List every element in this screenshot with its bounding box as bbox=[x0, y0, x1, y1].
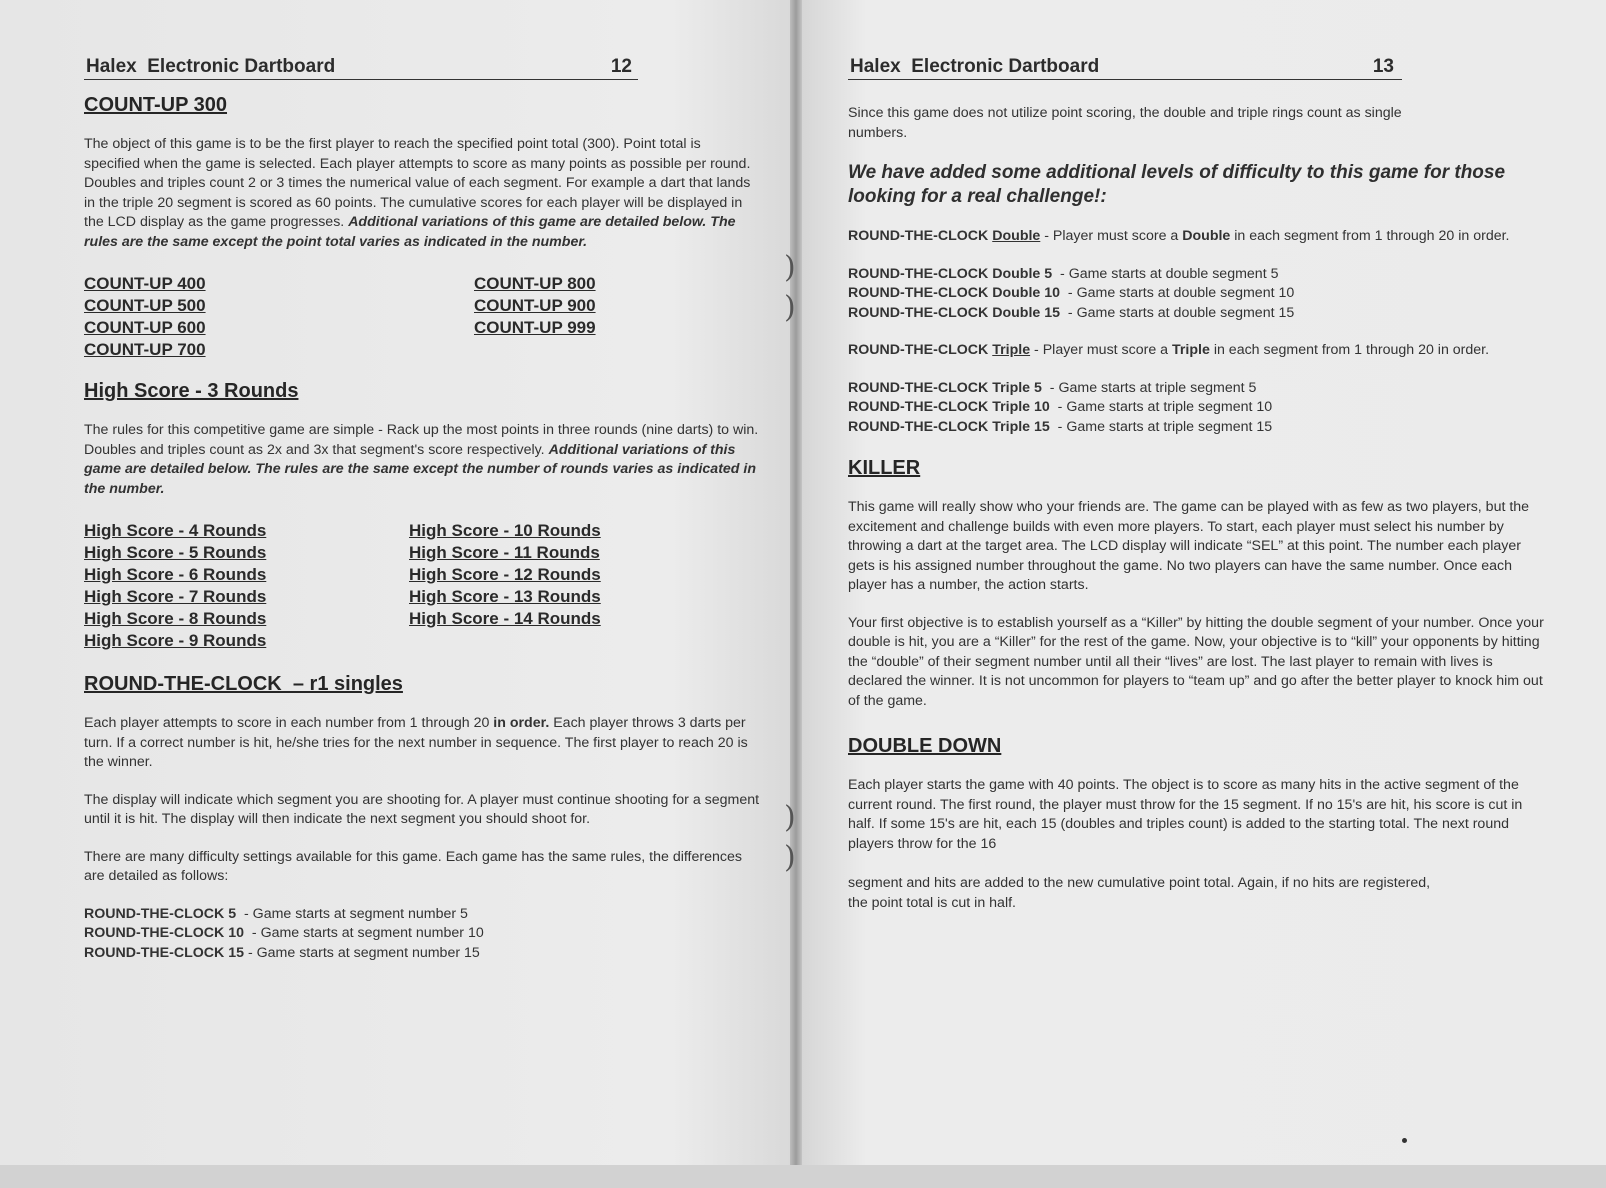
variant-link[interactable]: COUNT-UP 700 bbox=[84, 340, 206, 359]
rtc-triple-description bbox=[848, 341, 1548, 361]
running-header bbox=[84, 56, 638, 80]
variant-link[interactable]: High Score - 11 Rounds bbox=[409, 543, 600, 562]
variant-link[interactable]: High Score - 10 Rounds bbox=[409, 521, 601, 540]
high-score-emphasis: Additional variations of this game are detailed below. The rules are the same except the number of rounds varies as indicated in the number. bbox=[84, 441, 757, 497]
rtc-setting-row bbox=[84, 905, 760, 925]
rtc-text-a: Each player attempts to score in each number from 1 through 20 bbox=[84, 715, 494, 731]
rtc-setting-name: ROUND-THE-CLOCK 15 bbox=[84, 944, 245, 961]
rtc-setting-name: ROUND-THE-CLOCK 10 bbox=[84, 925, 245, 941]
staple-mark: ) bbox=[784, 290, 796, 325]
rtc-setting-row bbox=[84, 944, 760, 964]
rtc-setting-desc: - Game starts at segment number 5 bbox=[236, 905, 468, 922]
rtc-double-word: Double bbox=[992, 228, 1041, 244]
round-the-clock-para1 bbox=[84, 714, 760, 773]
count-up-variants bbox=[84, 274, 760, 360]
variant-link[interactable]: High Score - 5 Rounds bbox=[84, 543, 267, 562]
rtc-double-desc-a: - Player must score a bbox=[1040, 228, 1183, 244]
variant-link[interactable]: COUNT-UP 600 bbox=[84, 318, 206, 337]
high-score-text: The rules for this competitive game are simple - Rack up the most points in three rounds (nine darts) to win. Doubles and triples count as 2x and 3x that segment's score respectively. bbox=[84, 422, 759, 458]
rtc-level-name: ROUND-THE-CLOCK Double 15 bbox=[848, 304, 1061, 321]
header-title: Halex Electronic Dartboard bbox=[850, 56, 1100, 77]
rtc-text-c: Each player throws 3 darts per turn. If a correct number is hit, he/she tries for the next number in sequence. The first player to reach 20 is the winner. bbox=[84, 715, 748, 770]
variant-link[interactable]: High Score - 14 Rounds bbox=[409, 609, 601, 628]
staple-mark: ) bbox=[784, 250, 796, 285]
variant-link[interactable]: High Score - 12 Rounds bbox=[409, 565, 601, 584]
rtc-double-desc-c: in each segment from 1 through 20 in order. bbox=[1230, 228, 1510, 244]
rtc-level-name: ROUND-THE-CLOCK Double 5 bbox=[848, 265, 1053, 282]
rtc-double-levels bbox=[848, 265, 1548, 324]
killer-para1: This game will really show who your friends are. The game can be played with as few as two players, but the excitement and challenge builds with even more players. To start, each player must select his number by throwing a dart at the target area. The LCD display will indicate “SEL” at this point. The number each player gets is his assigned number throughout the game. No two players can have the same number. Once each player has a number, the action starts. bbox=[848, 499, 1530, 593]
double-down-para2: segment and hits are added to the new cumulative point total. Again, if no hits are registered, the point total is cut in half. bbox=[848, 875, 1431, 911]
rtc-level-row bbox=[848, 379, 1548, 399]
page-right bbox=[802, 0, 1606, 1170]
rtc-level-name: ROUND-THE-CLOCK Triple 5 bbox=[848, 379, 1042, 396]
rtc-level-row bbox=[848, 304, 1548, 324]
rtc-level-desc: - Game starts at triple segment 5 bbox=[1041, 379, 1257, 396]
count-up-heading: COUNT-UP 300 bbox=[84, 94, 228, 116]
difficulty-callout: We have added some additional levels of difficulty to this game for those looking for a real challenge!: bbox=[848, 162, 1506, 207]
rtc-level-row bbox=[848, 265, 1548, 285]
rtc-triple-desc-c: in each segment from 1 through 20 in order. bbox=[1209, 342, 1490, 358]
rtc-triple-word: Triple bbox=[992, 342, 1031, 358]
rtc-level-desc: - Game starts at triple segment 15 bbox=[1049, 418, 1273, 435]
variant-link[interactable]: High Score - 7 Rounds bbox=[84, 587, 267, 606]
high-score-variants-col2 bbox=[409, 521, 601, 651]
binding-gutter bbox=[790, 0, 802, 1188]
round-the-clock-para2: The display will indicate which segment you are shooting for. A player must continue shooting for a segment until it is hit. The display will then indicate the next segment you should shoot for. bbox=[84, 791, 760, 827]
rtc-double-description bbox=[848, 227, 1548, 247]
page-number: 12 bbox=[610, 56, 632, 77]
intro-text: Since this game does not utilize point scoring, the double and triple rings count as single numbers. bbox=[848, 105, 1402, 141]
variant-link[interactable]: High Score - 13 Rounds bbox=[409, 587, 601, 606]
rtc-triple-desc-a: - Player must score a bbox=[1030, 342, 1173, 358]
rtc-level-desc: - Game starts at double segment 15 bbox=[1060, 304, 1295, 321]
round-the-clock-para3: There are many difficulty settings available for this game. Each game has the same rules, the differences are detailed as follows: bbox=[84, 848, 742, 884]
running-header bbox=[848, 56, 1402, 80]
high-score-heading: High Score - 3 Rounds bbox=[84, 380, 299, 402]
page-left bbox=[0, 0, 790, 1170]
rtc-text-bold: in order. bbox=[493, 715, 550, 731]
rtc-triple-desc-b: Triple bbox=[1172, 342, 1210, 358]
rtc-settings-list bbox=[84, 905, 760, 964]
rtc-level-desc: - Game starts at triple segment 10 bbox=[1049, 399, 1273, 415]
double-down-para1: Each player starts the game with 40 points. The object is to score as many hits in the active segment of the current round. The first round, the player must throw for the 15 segment. If no 15's are hit, his score is cut in half. If some 15's are hit, each 15 (doubles and triples count) is added to the starting total. The next round players throw for the 16 bbox=[848, 777, 1523, 852]
rtc-level-row bbox=[848, 284, 1548, 304]
rtc-level-name: ROUND-THE-CLOCK Triple 10 bbox=[848, 399, 1050, 415]
page-number: 13 bbox=[1372, 56, 1394, 77]
rtc-setting-name: ROUND-THE-CLOCK 5 bbox=[84, 905, 237, 922]
count-up-emphasis: Additional variations of this game are detailed below. The rules are the same except the point total varies as indicated in the number. bbox=[84, 214, 736, 250]
count-up-text: The object of this game is to be the first player to reach the specified point total (300). Point total is specified when the game is selected. Each player attempts to score as many points as possible per round. Doubles and triples count 2 or 3 times the numerical value of each segment. For example a dart that lands in the triple 20 segment is scored as 60 points. The cumulative scores for each player will be displayed in the LCD display as the game progresses. bbox=[84, 136, 751, 230]
rtc-level-name: ROUND-THE-CLOCK Triple 15 bbox=[848, 418, 1050, 435]
rtc-double-desc-b: Double bbox=[1182, 228, 1231, 244]
double-down-heading: DOUBLE DOWN bbox=[848, 735, 1002, 757]
variant-link[interactable]: COUNT-UP 800 bbox=[474, 274, 596, 293]
count-up-variants-col1 bbox=[84, 274, 474, 360]
bottom-edge bbox=[0, 1165, 1606, 1188]
variant-link[interactable]: High Score - 9 Rounds bbox=[84, 631, 267, 650]
variant-link[interactable]: COUNT-UP 999 bbox=[474, 318, 596, 337]
rtc-level-name: ROUND-THE-CLOCK Double 10 bbox=[848, 285, 1061, 301]
header-title: Halex Electronic Dartboard bbox=[86, 56, 336, 77]
rtc-triple-levels bbox=[848, 379, 1548, 438]
killer-heading: KILLER bbox=[848, 457, 921, 479]
rtc-level-desc: - Game starts at double segment 5 bbox=[1052, 265, 1279, 282]
page-speck bbox=[1402, 1138, 1407, 1143]
round-the-clock-heading: ROUND-THE-CLOCK – r1 singles bbox=[84, 673, 403, 695]
rtc-triple-name: ROUND-THE-CLOCK bbox=[848, 342, 993, 358]
rtc-level-row bbox=[848, 418, 1548, 438]
high-score-variants-col1 bbox=[84, 521, 409, 651]
variant-link[interactable]: High Score - 4 Rounds bbox=[84, 521, 267, 540]
page-left-content bbox=[84, 56, 760, 963]
count-up-variants-col2 bbox=[474, 274, 596, 360]
high-score-variants bbox=[84, 521, 760, 651]
rtc-level-row bbox=[848, 398, 1548, 418]
staple-mark: ) bbox=[784, 800, 796, 835]
variant-link[interactable]: COUNT-UP 400 bbox=[84, 274, 206, 293]
rtc-setting-desc: - Game starts at segment number 15 bbox=[244, 944, 480, 961]
high-score-description bbox=[84, 421, 760, 499]
staple-mark: ) bbox=[784, 840, 796, 875]
rtc-double-name: ROUND-THE-CLOCK bbox=[848, 228, 993, 244]
variant-link[interactable]: High Score - 6 Rounds bbox=[84, 565, 267, 584]
page-right-content bbox=[848, 56, 1548, 913]
rtc-setting-row bbox=[84, 924, 760, 944]
variant-link[interactable]: COUNT-UP 500 bbox=[84, 296, 206, 315]
rtc-level-desc: - Game starts at double segment 10 bbox=[1060, 285, 1295, 301]
rtc-setting-desc: - Game starts at segment number 10 bbox=[244, 925, 484, 941]
killer-para2: Your first objective is to establish yourself as a “Killer” by hitting the double segment of your number. Once your double is hit, you are a “Killer” for the rest of the game. Now, your objective is to “kill” your opponents by hitting the “double” of their segment number until all their “lives” are lost. The last player to remain with lives is declared the winner. It is not uncommon for players to “team up” and go after the better player to knock him out of the game. bbox=[848, 614, 1544, 709]
count-up-description bbox=[84, 135, 760, 252]
variant-link[interactable]: COUNT-UP 900 bbox=[474, 296, 596, 315]
variant-link[interactable]: High Score - 8 Rounds bbox=[84, 609, 267, 628]
